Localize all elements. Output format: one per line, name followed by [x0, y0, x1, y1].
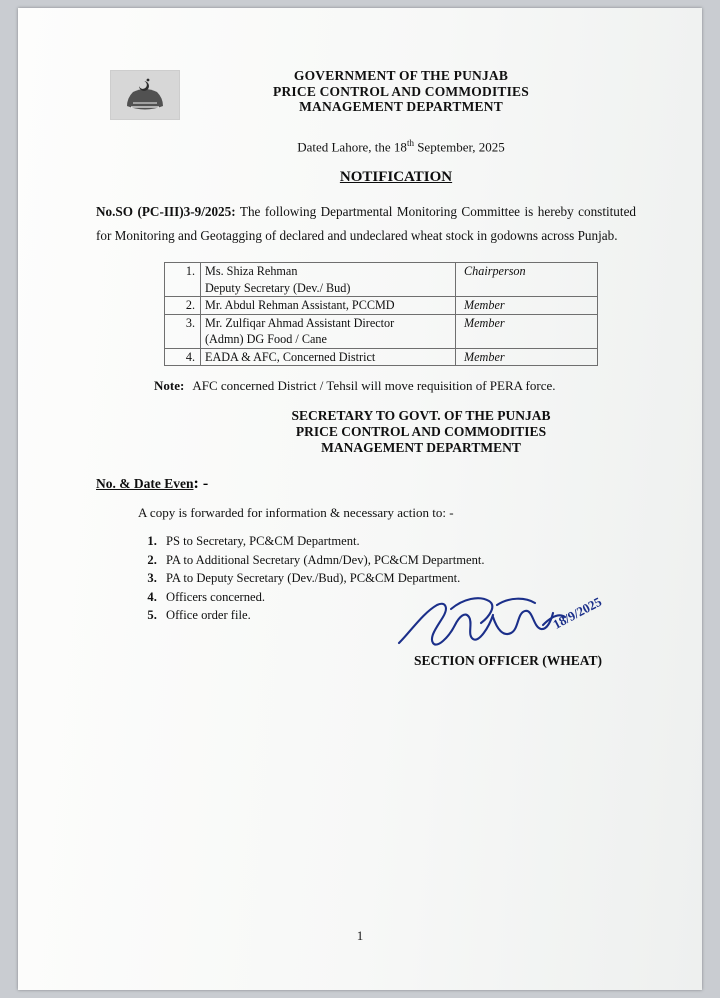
list-item: 3. PA to Deputy Secretary (Dev./Bud), PC&CM Department.: [160, 570, 636, 588]
letterhead: [96, 60, 636, 122]
row-number: 2.: [165, 297, 201, 315]
table-row: [165, 263, 598, 280]
org-line-2: PRICE CONTROL AND COMMODITIES: [273, 83, 529, 99]
row-role: Member: [456, 314, 598, 348]
notification-body: [96, 200, 636, 248]
document-content: [96, 60, 636, 669]
no-and-date-even-tail: : -: [193, 475, 209, 493]
reference-number: No.SO (PC-III)3-9/2025:: [96, 204, 236, 220]
table-row: [165, 348, 598, 366]
row-number-blank: [165, 280, 201, 297]
note-line: [154, 378, 636, 394]
note-text: AFC concerned District / Tehsil will move requisition of PERA force.: [192, 378, 556, 394]
no-date-even-row: [96, 456, 636, 493]
notification-heading: NOTIFICATION: [339, 169, 453, 186]
list-item: 5. Office order file.: [160, 607, 636, 625]
row-number-blank: [165, 331, 201, 348]
secretary-line-1: SECRETARY TO GOVT. OF THE PUNJAB: [291, 408, 551, 424]
row-name: Mr. Zulfiqar Ahmad Assistant Director: [201, 314, 456, 331]
list-item: 1. PS to Secretary, PC&CM Department.: [160, 533, 636, 551]
row-number: 4.: [165, 348, 201, 366]
no-and-date-even: No. & Date Even: [96, 476, 194, 492]
table-row: [165, 314, 598, 331]
row-name-second: (Admn) DG Food / Cane: [201, 331, 456, 348]
dated-prefix: Dated Lahore, the 18: [297, 139, 407, 155]
row-role: Member: [456, 297, 598, 315]
committee-table: [164, 262, 598, 366]
table-row: [165, 297, 598, 315]
document-page: [18, 8, 702, 990]
dated-line: [96, 138, 636, 155]
row-name: EADA & AFC, Concerned District: [201, 348, 456, 366]
row-role: Chairperson: [456, 263, 598, 297]
row-name: Ms. Shiza Rehman: [201, 263, 456, 280]
org-line-1: GOVERNMENT OF THE PUNJAB: [293, 68, 509, 83]
punjab-government-emblem-icon: [110, 70, 180, 120]
dated-ordinal: th: [406, 138, 414, 148]
page-surface: [18, 8, 702, 990]
row-number: 1.: [165, 263, 201, 280]
secretary-line-3: MANAGEMENT DEPARTMENT: [321, 440, 521, 456]
secretary-line-2: PRICE CONTROL AND COMMODITIES: [295, 424, 547, 440]
row-role: Member: [456, 348, 598, 366]
note-label: Note:: [154, 378, 185, 394]
forwarded-list: [138, 533, 636, 625]
row-number: 3.: [165, 314, 201, 331]
body-text: The following Departmental Monitoring Committee is hereby constituted for Monitoring and Geotagging of declared and undeclared wheat stock in godowns across Punjab.: [96, 204, 637, 244]
secretary-signature-block: [96, 408, 636, 456]
copy-forwarded-line: A copy is forwarded for information & necessary action to: -: [138, 505, 454, 521]
list-item: 4. Officers concerned.: [160, 589, 636, 607]
row-name: Mr. Abdul Rehman Assistant, PCCMD: [201, 297, 456, 315]
section-officer-title: SECTION OFFICER (WHEAT): [413, 652, 602, 668]
org-line-3: MANAGEMENT DEPARTMENT: [299, 99, 503, 114]
row-name-second: Deputy Secretary (Dev./ Bud): [201, 280, 456, 297]
page-number: 1: [356, 928, 364, 943]
signature-date: 18/9/2025: [550, 593, 605, 632]
list-item: 2. PA to Additional Secretary (Admn/Dev), PC&CM Department.: [160, 552, 636, 570]
dated-suffix: September, 2025: [413, 139, 505, 155]
